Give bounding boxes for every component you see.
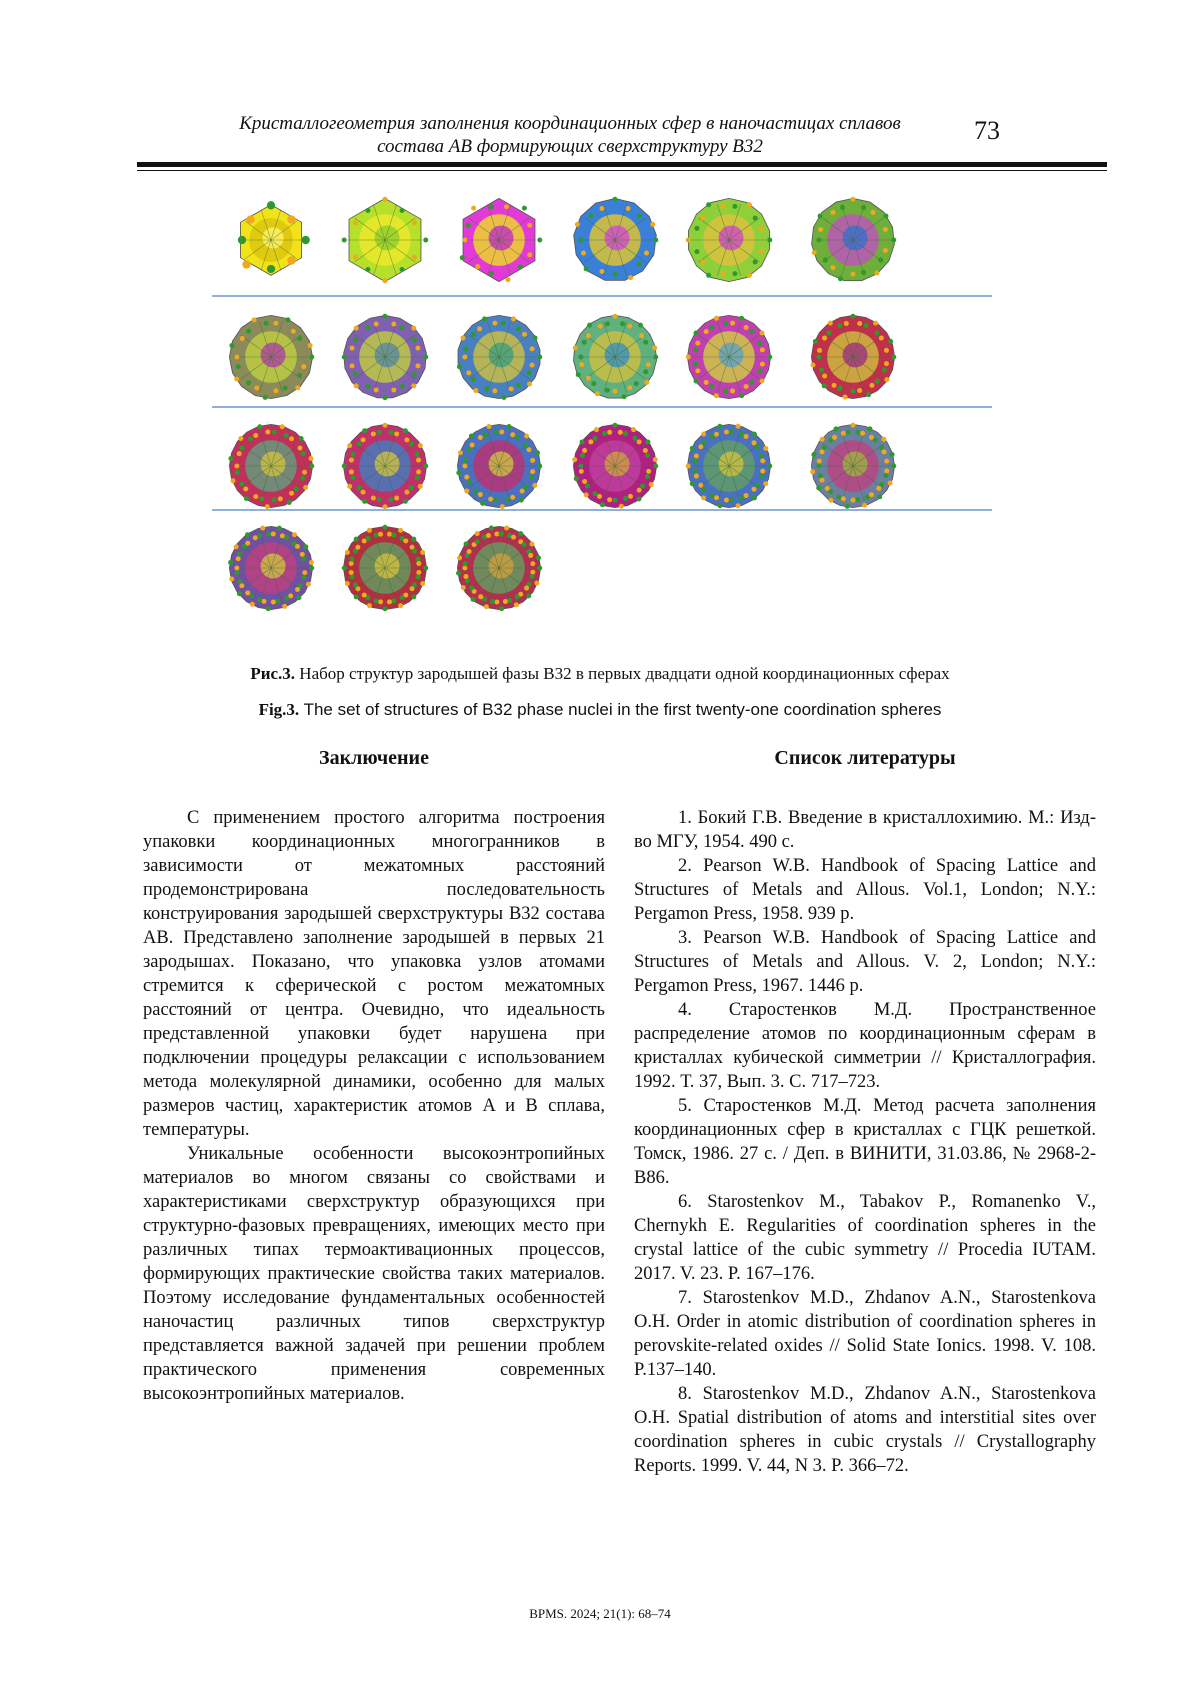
header-rule-thick <box>137 162 1107 167</box>
references-heading: Список литературы <box>774 747 956 769</box>
row-separator <box>212 295 992 297</box>
caption-en-label: Fig.3. <box>258 700 300 719</box>
conclusion-section <box>143 744 605 1406</box>
nucleus-structure-14 <box>333 414 437 518</box>
nucleus-structure-20 <box>333 516 437 620</box>
nucleus-structure-9 <box>447 305 551 409</box>
reference-item: 1. Бокий Г.В. Введение в кристаллохимию. М.: Изд-во МГУ, 1954. 490 с. <box>634 808 1096 852</box>
nucleus-structure-17 <box>677 414 781 518</box>
figure-caption-en <box>0 700 1200 720</box>
figure-caption-ru <box>0 664 1200 684</box>
nucleus-structure-7 <box>219 305 323 409</box>
running-title-line-2: состава AB формирующих сверхструктуру B32 <box>377 136 763 157</box>
nucleus-structure-6 <box>801 188 905 292</box>
reference-item: 4. Старостенков М.Д. Пространственное распределение атомов по координационным сферам в кристаллах кубической симметрии // Кристаллография. 1992. Т. 37, Вып. 3. С. 717–723. <box>634 1000 1096 1092</box>
caption-ru-label: Рис.3. <box>250 664 296 683</box>
nucleus-structure-4 <box>563 188 667 292</box>
header-rule-thin <box>137 170 1107 171</box>
nucleus-structure-8 <box>333 305 437 409</box>
figure-3 <box>225 188 1005 638</box>
nucleus-structure-1 <box>219 188 323 292</box>
page-footer: BPMS. 2024; 21(1): 68–74 <box>529 1606 671 1621</box>
conclusion-paragraph-2: Уникальные особенности высокоэнтропийных материалов во многом связаны со свойствами и характеристиками сверхструктур образующихся при структурно-фазовых превращениях, имеющих место при различных типах термоактивационных процессов, формирующих практические свойства таких материалов. Поэтому исследование фундаментальных особенностей наночастиц различных типов сверхструктур представляется важной задачей при решении проблем практического применения современных высокоэнтропийных материалов. <box>143 1144 605 1404</box>
reference-item: 5. Старостенков М.Д. Метод расчета заполнения координационных сфер в кристаллах с ГЦК решеткой. Томск, 1986. 27 с. / Деп. в ВИНИТИ, 31.03.86, № 2968-2-B86. <box>634 1096 1096 1188</box>
page-number: 73 <box>974 116 1000 145</box>
running-title <box>140 112 1000 158</box>
nucleus-structure-11 <box>677 305 781 409</box>
reference-item: 8. Starostenkov M.D., Zhdanov A.N., Starostenkova O.H. Spatial distribution of atoms and interstitial sites over coordination spheres in cubic crystals // Crystallography Reports. 1999. V. 44, N 3. P. 366–72. <box>634 1384 1096 1476</box>
nucleus-structure-16 <box>563 414 667 518</box>
nucleus-structure-2 <box>333 188 437 292</box>
nucleus-structure-12 <box>801 305 905 409</box>
nucleus-structure-21 <box>447 516 551 620</box>
caption-en-text: The set of structures of B32 phase nuclei in the first twenty-one coordination spheres <box>299 700 942 719</box>
references-section <box>634 744 1096 1478</box>
reference-item: 6. Starostenkov M., Tabakov P., Romanenko V., Chernykh E. Regularities of coordination spheres in the crystal lattice of the cubic symmetry // Procedia IUTAM. 2017. V. 23. P. 167–176. <box>634 1192 1096 1284</box>
nucleus-structure-5 <box>677 188 781 292</box>
reference-item: 7. Starostenkov M.D., Zhdanov A.N., Starostenkova O.H. Order in atomic distribution of coordination spheres in perovskite-related oxides // Solid State Ionics. 1998. V. 108. P.137–140. <box>634 1288 1096 1380</box>
reference-item: 3. Pearson W.B. Handbook of Spacing Lattice and Structures of Metals and Allous. V. 2, London; N.Y.: Pergamon Press, 1967. 1446 p. <box>634 928 1096 996</box>
caption-ru-text: Набор структур зародышей фазы B32 в первых двадцати одной координационных сферах <box>295 664 950 683</box>
running-title-line-1: Кристаллогеометрия заполнения координационных сфер в наночастицах сплавов <box>239 113 901 134</box>
conclusion-heading: Заключение <box>319 747 429 769</box>
nucleus-structure-3 <box>447 188 551 292</box>
nucleus-structure-19 <box>219 516 323 620</box>
nucleus-structure-15 <box>447 414 551 518</box>
nucleus-structure-13 <box>219 414 323 518</box>
nucleus-structure-18 <box>801 414 905 518</box>
conclusion-paragraph-1: С применением простого алгоритма построения упаковки координационных многогранников в зависимости от межатомных расстояний продемонстрирована последовательность конструирования зародышей сверхструктуры B32 состава AB. Представлено заполнение зародышей в первых 21 зародышах. Показано, что упаковка узлов атомами стремится к сферической с ростом межатомных расстояний от центра. Очевидно, что идеальность представленной упаковки будет нарушена при подключении процедуры релаксации с использованием метода молекулярной динамики, особенно для малых размеров частиц, характеристик атомов A и B сплава, температуры. <box>143 808 605 1140</box>
nucleus-structure-10 <box>563 305 667 409</box>
reference-item: 2. Pearson W.B. Handbook of Spacing Lattice and Structures of Metals and Allous. Vol.1, London; N.Y.: Pergamon Press, 1958. 939 p. <box>634 856 1096 924</box>
running-header <box>140 112 1000 158</box>
